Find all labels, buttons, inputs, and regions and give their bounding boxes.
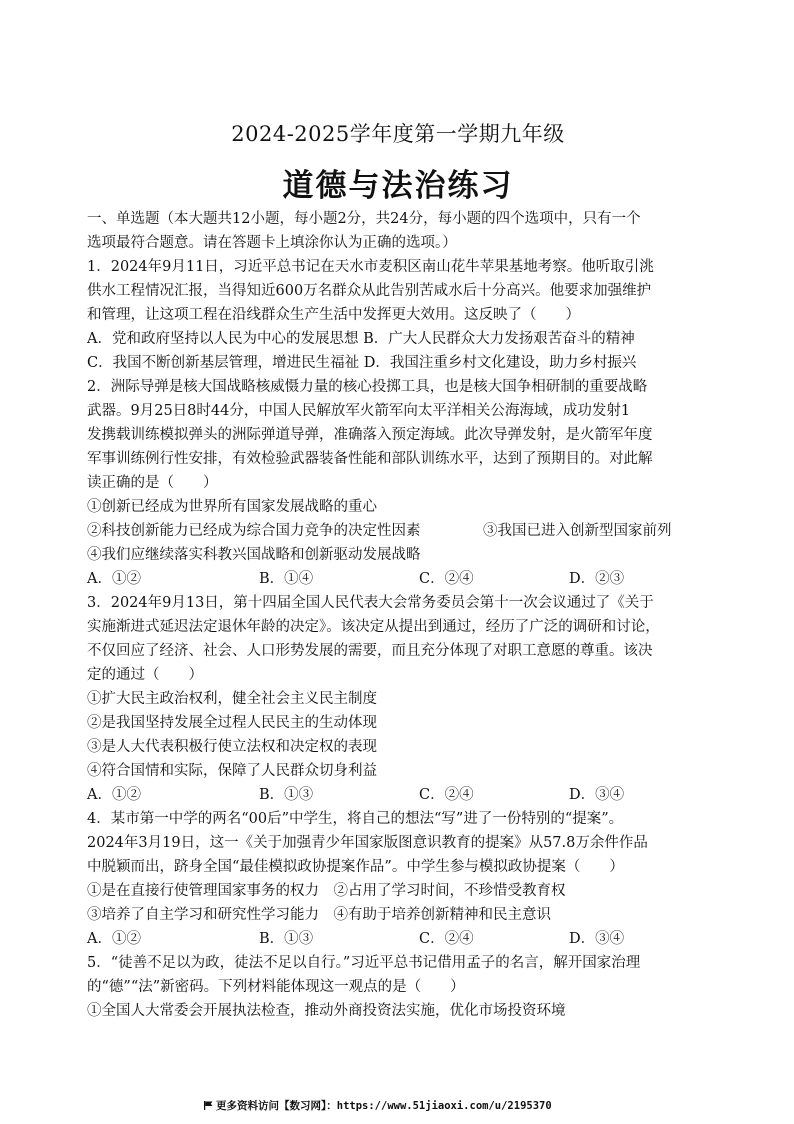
option-a: A．①② <box>87 787 141 803</box>
question-3-text: 实施渐进式延迟法定退休年龄的决定》。该决定从提出到通过，经历了广泛的调研和讨论， <box>87 619 660 635</box>
option-d: D．②③ <box>569 571 625 587</box>
question-3-options <box>87 783 709 807</box>
option-b: B．①③ <box>259 931 314 947</box>
footer-link[interactable] <box>204 1098 604 1113</box>
option-a: A．①② <box>87 571 141 587</box>
question-4-text: 2024年3月19日，这一《关于加强青少年国家版图意识教育的提案》从57.8万余件作品 <box>87 835 648 851</box>
question-4-options <box>87 927 709 951</box>
question-3-text: 定的通过（ ） <box>87 667 203 683</box>
question-2-item: ④我们应继续落实科教兴国战略和创新驱动发展战略 <box>87 547 421 563</box>
question-3-item: ③是人大代表积极行使立法权和决定权的表现 <box>87 739 377 755</box>
question-3-text: 3．2024年9月13日，第十四届全国人民代表大会常务委员会第十一次会议通过了《关于 <box>87 595 654 611</box>
exam-title-subject: 道德与法治练习 <box>282 168 514 204</box>
question-3-item: ②是我国坚持发展全过程人民民主的生动体现 <box>87 715 377 731</box>
question-2-text: 军事训练例行性安排，有效检验武器装备性能和部队训练水平，达到了预期目的。对此解 <box>87 451 653 467</box>
option-d: D．③④ <box>569 787 625 803</box>
footer-text[interactable]: 更多资料访问【数习网】：https://www.51jiaoxi.com/u/2195370 <box>216 1100 552 1112</box>
option-d: D．③④ <box>569 931 625 947</box>
section-heading: 一、单选题（本大题共12小题，每小题2分，共24分，每小题的四个选项中，只有一个 <box>87 211 641 227</box>
question-2-options <box>87 567 709 591</box>
question-4-text: 中脱颖而出，跻身全国“最佳模拟政协提案作品”。中学生参与模拟政协提案（ ） <box>87 859 624 875</box>
option-c: C．②④ <box>419 931 474 947</box>
question-1-options: C．我国不断创新基层管理，增进民生福祉 D．我国注重乡村文化建设，助力乡村振兴 <box>87 355 637 371</box>
question-2-text: 读正确的是（ ） <box>87 475 218 491</box>
question-2-text: 武器。9月25日8时44分，中国人民解放军火箭军向太平洋相关公海海域，成功发射1 <box>87 403 631 419</box>
option-c: C．②④ <box>419 571 474 587</box>
question-2-item: ②科技创新能力已经成为综合国力竞争的决定性因素 <box>87 523 421 539</box>
question-2-text: 发携载训练模拟弹头的洲际弹道导弹，准确落入预定海域。此次导弹发射，是火箭军年度 <box>87 427 653 443</box>
question-5-item: ①全国人大常委会开展执法检查，推动外商投资法实施，优化市场投资环境 <box>87 1003 566 1019</box>
exam-title-year: 2024-2025学年度第一学期九年级 <box>231 122 565 146</box>
question-5-text: 的“德”“法”新密码。下列材料能体现这一观点的是（ ） <box>87 979 465 995</box>
section-heading: 选项最符合题意。请在答题卡上填涂你认为正确的选项。） <box>87 235 457 251</box>
question-1-options: A．党和政府坚持以人民为中心的发展思想 B．广大人民群众大力发扬艰苦奋斗的精神 <box>87 331 635 347</box>
flag-icon <box>204 1101 213 1110</box>
option-b: B．①④ <box>259 571 314 587</box>
question-1-text: 1．2024年9月11日，习近平总书记在天水市麦积区南山花牛苹果基地考察。他听取引洮 <box>87 259 654 275</box>
option-b: B．①③ <box>259 787 314 803</box>
question-2-item-row <box>87 519 709 543</box>
question-3-item: ④符合国情和实际，保障了人民群众切身利益 <box>87 763 377 779</box>
option-a: A．①② <box>87 931 141 947</box>
question-1-text: 和管理，让这项工程在沿线群众生产生活中发挥更大效用。这反映了（ ） <box>87 307 580 323</box>
question-4-items: ①是在直接行使管理国家事务的权力 ②占用了学习时间，不珍惜受教育权 <box>87 883 566 899</box>
question-5-text: 5．“徒善不足以为政，徒法不足以自行。”习近平总书记借用孟子的名言，解开国家治理 <box>87 955 641 971</box>
question-3-item: ①扩大民主政治权利，健全社会主义民主制度 <box>87 691 377 707</box>
question-4-items: ③培养了自主学习和研究性学习能力 ④有助于培养创新精神和民主意识 <box>87 907 551 923</box>
question-2-item: ①创新已经成为世界所有国家发展战略的重心 <box>87 499 377 515</box>
question-3-text: 不仅回应了经济、社会、人口形势发展的需要，而且充分体现了对职工意愿的尊重。该决 <box>87 643 653 659</box>
question-2-text: 2．洲际导弹是核大国战略核威慑力量的核心投掷工具，也是核大国争相研制的重要战略 <box>87 379 648 395</box>
exam-body <box>87 207 709 1023</box>
question-4-text: 4．某市第一中学的两名“00后”中学生，将自己的想法“写”进了一份特别的“提案”。 <box>87 811 624 827</box>
option-c: C．②④ <box>419 787 474 803</box>
question-2-item: ③我国已进入创新型国家前列 <box>483 523 672 539</box>
question-1-text: 供水工程情况汇报，当得知近600万名群众从此告别苦咸水后十分高兴。他要求加强维护 <box>87 283 652 299</box>
